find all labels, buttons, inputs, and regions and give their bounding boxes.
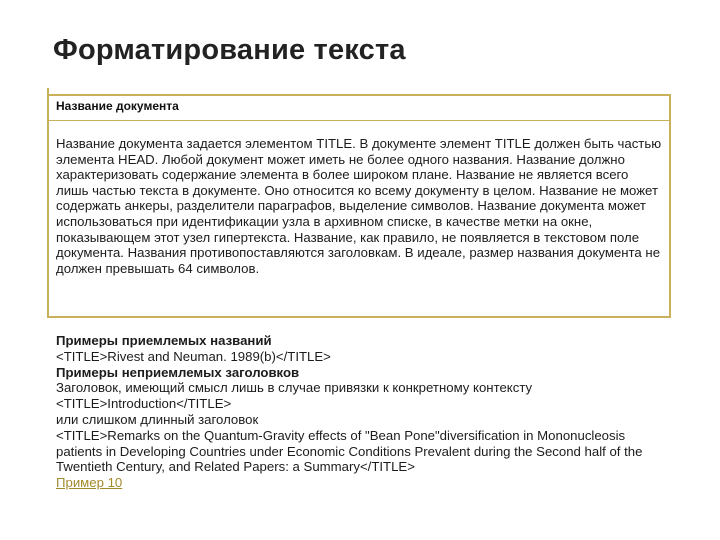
example-10-link[interactable]: Пример 10 — [56, 475, 123, 491]
box-border-bottom — [47, 316, 671, 318]
acceptable-heading: Примеры приемлемых названий — [56, 333, 272, 348]
long-example: <TITLE>Remarks on the Quantum-Gravity effects of "Bean Pone"diversification in Mononucleosis patients in Developing Countries under Economic Conditions Prevalent during the Second half of the Twentieth Century, and Related Papers: a Summary</TITLE> — [56, 427, 643, 475]
slide-title: Форматирование текста — [53, 34, 406, 66]
examples-section — [56, 333, 672, 491]
description-paragraph: Название документа задается элементом TITLE. В документе элемент TITLE должен быть частью элемента HEAD. Любой документ может иметь не более одного названия. Название должно характеризовать содержание элемента в более широком плане. Название не является всего лишь частью текста в документе. Оно относится ко всему документу в целом. Название не может содержать анкеры, разделители параграфов, выделение символов. Название документа может использоваться при идентификации узла в архивном списке, в качестве метки на окне, показывающем этот узел гипертекста. Название, как правило, не появляется в текстовом поле документа. Названия противопоставляются заголовкам. В идеале, размер названия документа не должен превышать 64 символов. — [56, 136, 662, 276]
accent-rule-vertical — [47, 88, 49, 318]
box-heading: Название документа — [56, 99, 179, 113]
context-note: Заголовок, имеющий смысл лишь в случае привязки к конкретному контексту — [56, 380, 533, 396]
box-divider — [47, 120, 670, 121]
long-note: или слишком длинный заголовок — [56, 411, 259, 427]
box-border-right — [669, 94, 671, 316]
acceptable-example: <TITLE>Rivest and Neuman. 1989(b)</TITLE> — [56, 348, 331, 364]
context-example: <TITLE>Introduction</TITLE> — [56, 396, 232, 412]
accent-rule-top — [47, 94, 670, 96]
unacceptable-heading: Примеры неприемлемых заголовков — [56, 364, 300, 380]
